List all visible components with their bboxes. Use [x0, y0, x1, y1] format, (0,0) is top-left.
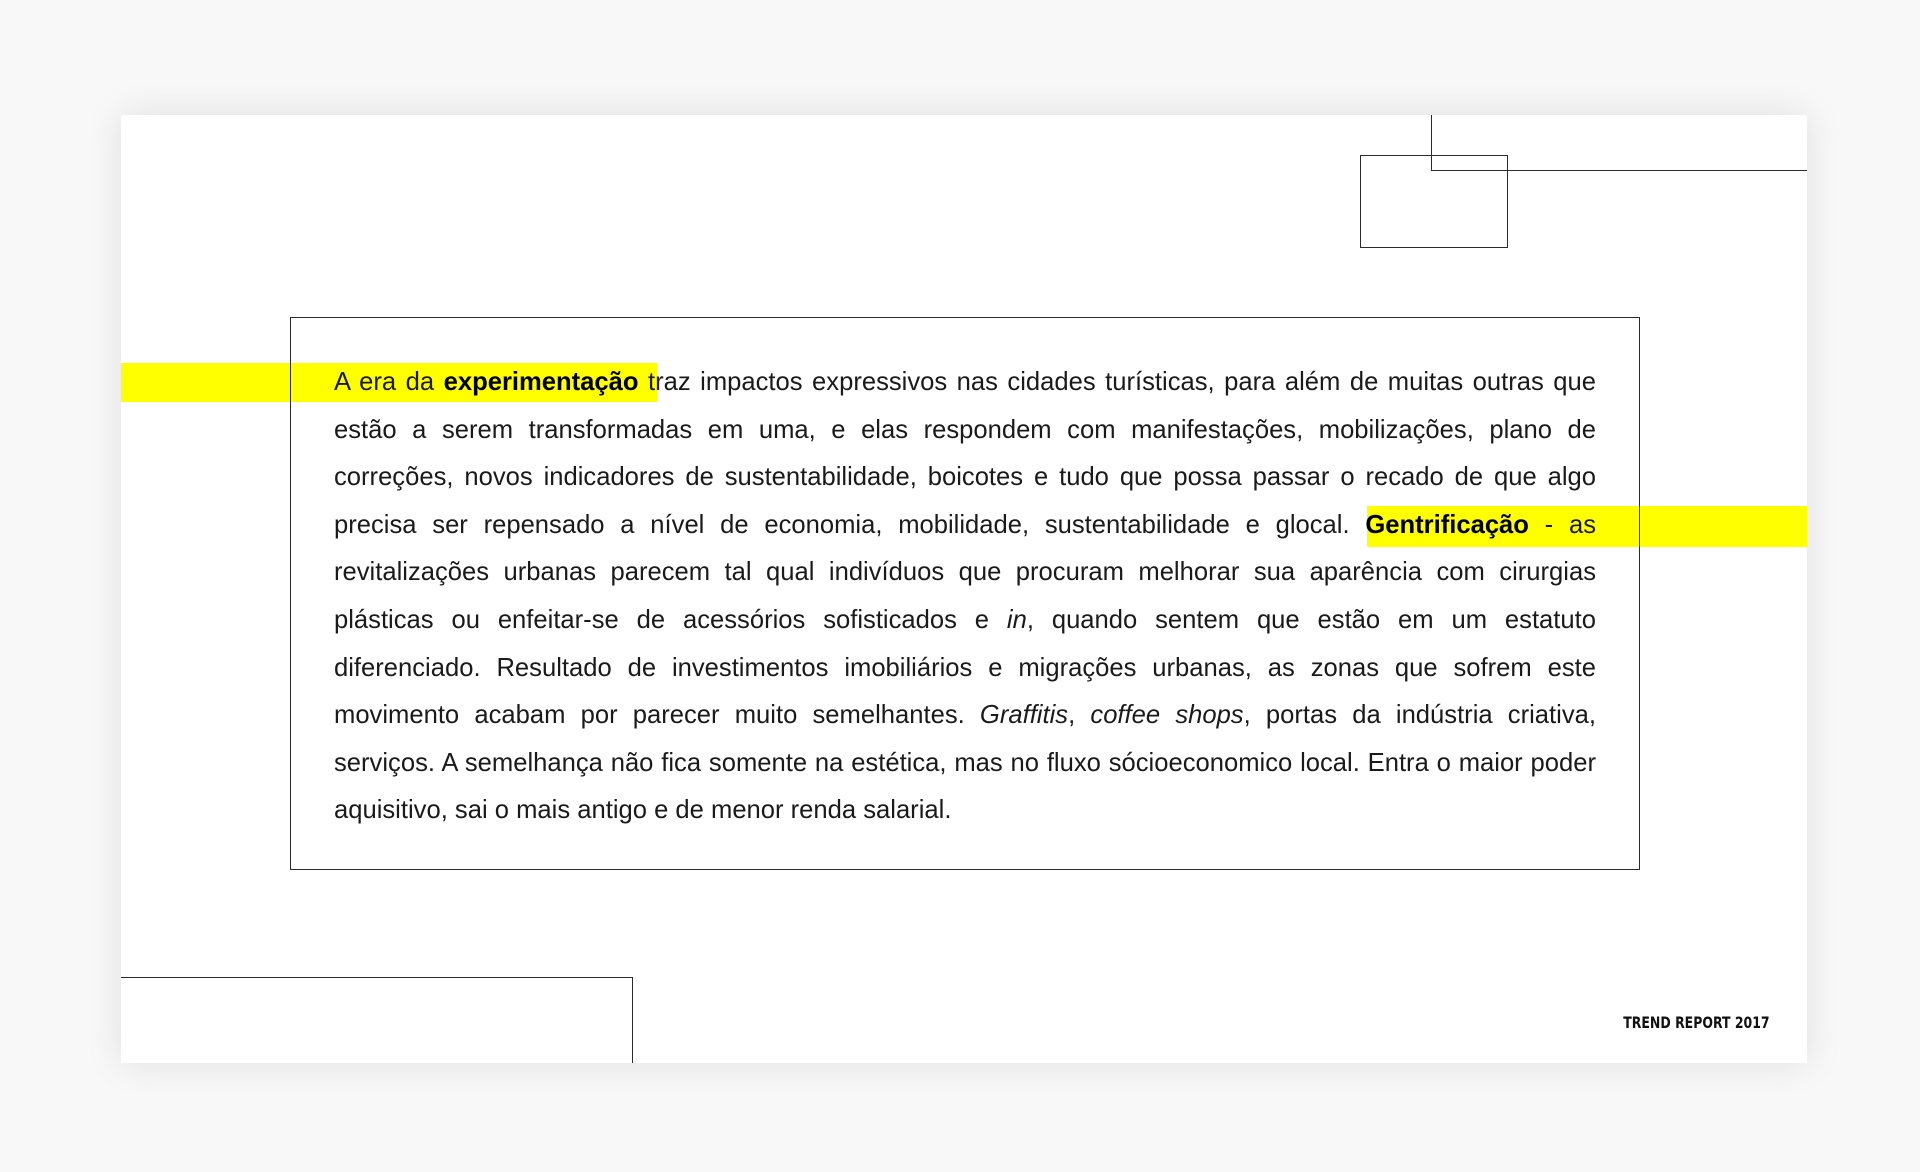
paragraph-run: - as revitalizações urbanas parecem tal qual indivíduos que procuram melhorar sua aparência com cirurgias plásticas ou enfeitar-se de acessórios sofisticados e: [334, 510, 1597, 634]
footer-report-label: TREND REPORT 2017: [1623, 1013, 1770, 1032]
decorative-horizontal-line-bottom: [121, 977, 633, 978]
paragraph-run: , quando sentem que estão em um estatuto diferenciado. Resultado de investimentos imobiliários e migrações urbanas, as zonas que sofrem este movimento acabam por parecer muito semelhantes.: [334, 605, 1596, 730]
body-paragraph: [334, 359, 1596, 835]
keyword-gentrificacao: Gentrificação: [1365, 510, 1529, 539]
paragraph-run: , portas da indústria criativa, serviços. A semelhança não fica somente na estética, mas no fluxo sócioeconomico local. Entra o maior poder aquisitivo, sai o mais antigo e de menor renda salarial.: [334, 701, 1596, 825]
paragraph-run: traz impactos expressivos nas cidades turísticas, para além de muitas outras que estão a serem transformadas em uma, e elas respondem com manifestações, mobilizações, plano de correções, novos indicadores de sustentabilidade, boicotes e tudo que possa passar o recado de que algo precisa ser repensado a nível de economia, mobilidade, sustentabilidade e glocal.: [334, 368, 1596, 539]
paragraph-run: ,: [1068, 701, 1091, 730]
italic-term-graffitis: Graffitis: [979, 701, 1069, 730]
paragraph-run: A era da: [334, 368, 444, 396]
document-page: [121, 115, 1807, 1063]
italic-term-coffee-shops: coffee shops: [1090, 701, 1244, 730]
text-frame: [290, 317, 1640, 870]
italic-term-in: in: [1006, 605, 1027, 634]
decorative-vertical-line-bottom: [632, 977, 633, 1063]
decorative-rectangle-top: [1360, 155, 1508, 248]
keyword-experimentacao: experimentação: [443, 368, 639, 396]
